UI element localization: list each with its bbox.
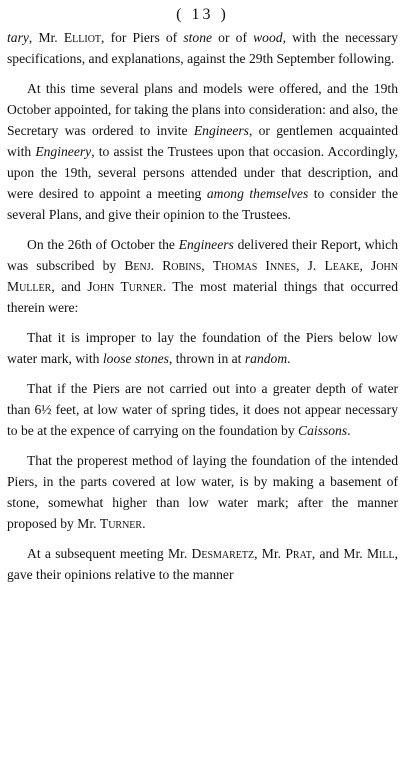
text-run: or of	[212, 30, 254, 45]
italic-text: Caissons	[298, 423, 348, 438]
italic-text: tary	[7, 30, 29, 45]
italic-text: random	[244, 351, 288, 366]
italic-text: wood	[253, 30, 283, 45]
text-run: .	[287, 351, 291, 366]
italic-text: among themselves	[206, 186, 309, 201]
name-text: Mill	[366, 546, 395, 561]
italic-text: loose stones	[102, 351, 169, 366]
text-run: , thrown in at	[168, 351, 245, 366]
name-text: Elliot	[63, 30, 102, 45]
name-text: Benj. Robins	[124, 258, 202, 273]
italic-text: stone	[183, 30, 213, 45]
italic-text: Engineers	[178, 237, 234, 252]
page-number: ( 13 )	[176, 6, 229, 23]
text-run: On the 26th of October the	[27, 237, 179, 252]
name-text: Prat	[285, 546, 312, 561]
text-run: . The most material things that occurred therein were:	[7, 279, 399, 315]
text-run: , gave their opinions relative to the manner	[7, 546, 399, 582]
name-text: J. Leake	[307, 258, 360, 273]
text-run: At a subsequent meeting Mr.	[27, 546, 192, 561]
body-text	[7, 27, 398, 585]
italic-text: Engineery	[35, 144, 92, 159]
paragraph	[7, 450, 398, 534]
text-run: , with the necessary specifications, and explanations, against the 29th September following.	[7, 30, 398, 66]
text-run: , to assist the Trustees upon that occasion. Accordingly, upon the 19th, several persons attended under that description, and were desired to appoint a meeting	[7, 144, 398, 201]
name-text: John Turner	[87, 279, 163, 294]
text-run: That if the Piers are not carried out into a greater depth of water than 6½ feet, at low water of spring tides, it does not appear necessary to be at the expence of carrying on the foundation by	[7, 381, 398, 438]
text-run: .	[142, 516, 146, 531]
text-run: That the properest method of laying the foundation of the intended Piers, in the parts covered at low water, is by making a basement of stone, somewhat higher than low water mark; after the manner proposed by Mr.	[7, 453, 398, 531]
text-run: , for Piers of	[101, 30, 184, 45]
text-run: ,	[359, 258, 372, 273]
name-text: John Muller	[7, 258, 398, 294]
name-text: Desmaretz	[191, 546, 255, 561]
text-run: , Mr.	[254, 546, 286, 561]
paragraph	[7, 234, 398, 318]
text-run: to consider the several Plans, and give their opinion to the Trustees.	[7, 186, 398, 222]
paragraph	[7, 27, 398, 69]
paragraph	[7, 327, 398, 369]
text-run: , Mr.	[28, 30, 64, 45]
text-run: At this time several plans and models were offered, and the 19th October appointed, for taking the plans into consideration: and also, the Secretary was ordered to invite	[7, 81, 398, 138]
paragraph	[7, 78, 398, 225]
text-run: , or gentlemen acquainted with	[7, 123, 398, 159]
paragraph	[7, 378, 398, 441]
text-run: ,	[201, 258, 213, 273]
italic-text: Engineers	[193, 123, 249, 138]
name-text: Thomas Innes	[212, 258, 297, 273]
text-run: , and Mr.	[311, 546, 367, 561]
text-run: .	[347, 423, 351, 438]
name-text: Turner	[99, 516, 143, 531]
text-run: , and	[51, 279, 88, 294]
paragraph	[7, 543, 398, 585]
text-run: delivered their Report, which was subscribed by	[7, 237, 398, 273]
text-run: That it is improper to lay the foundation of the Piers below low water mark, with	[7, 330, 398, 366]
text-run: ,	[296, 258, 308, 273]
